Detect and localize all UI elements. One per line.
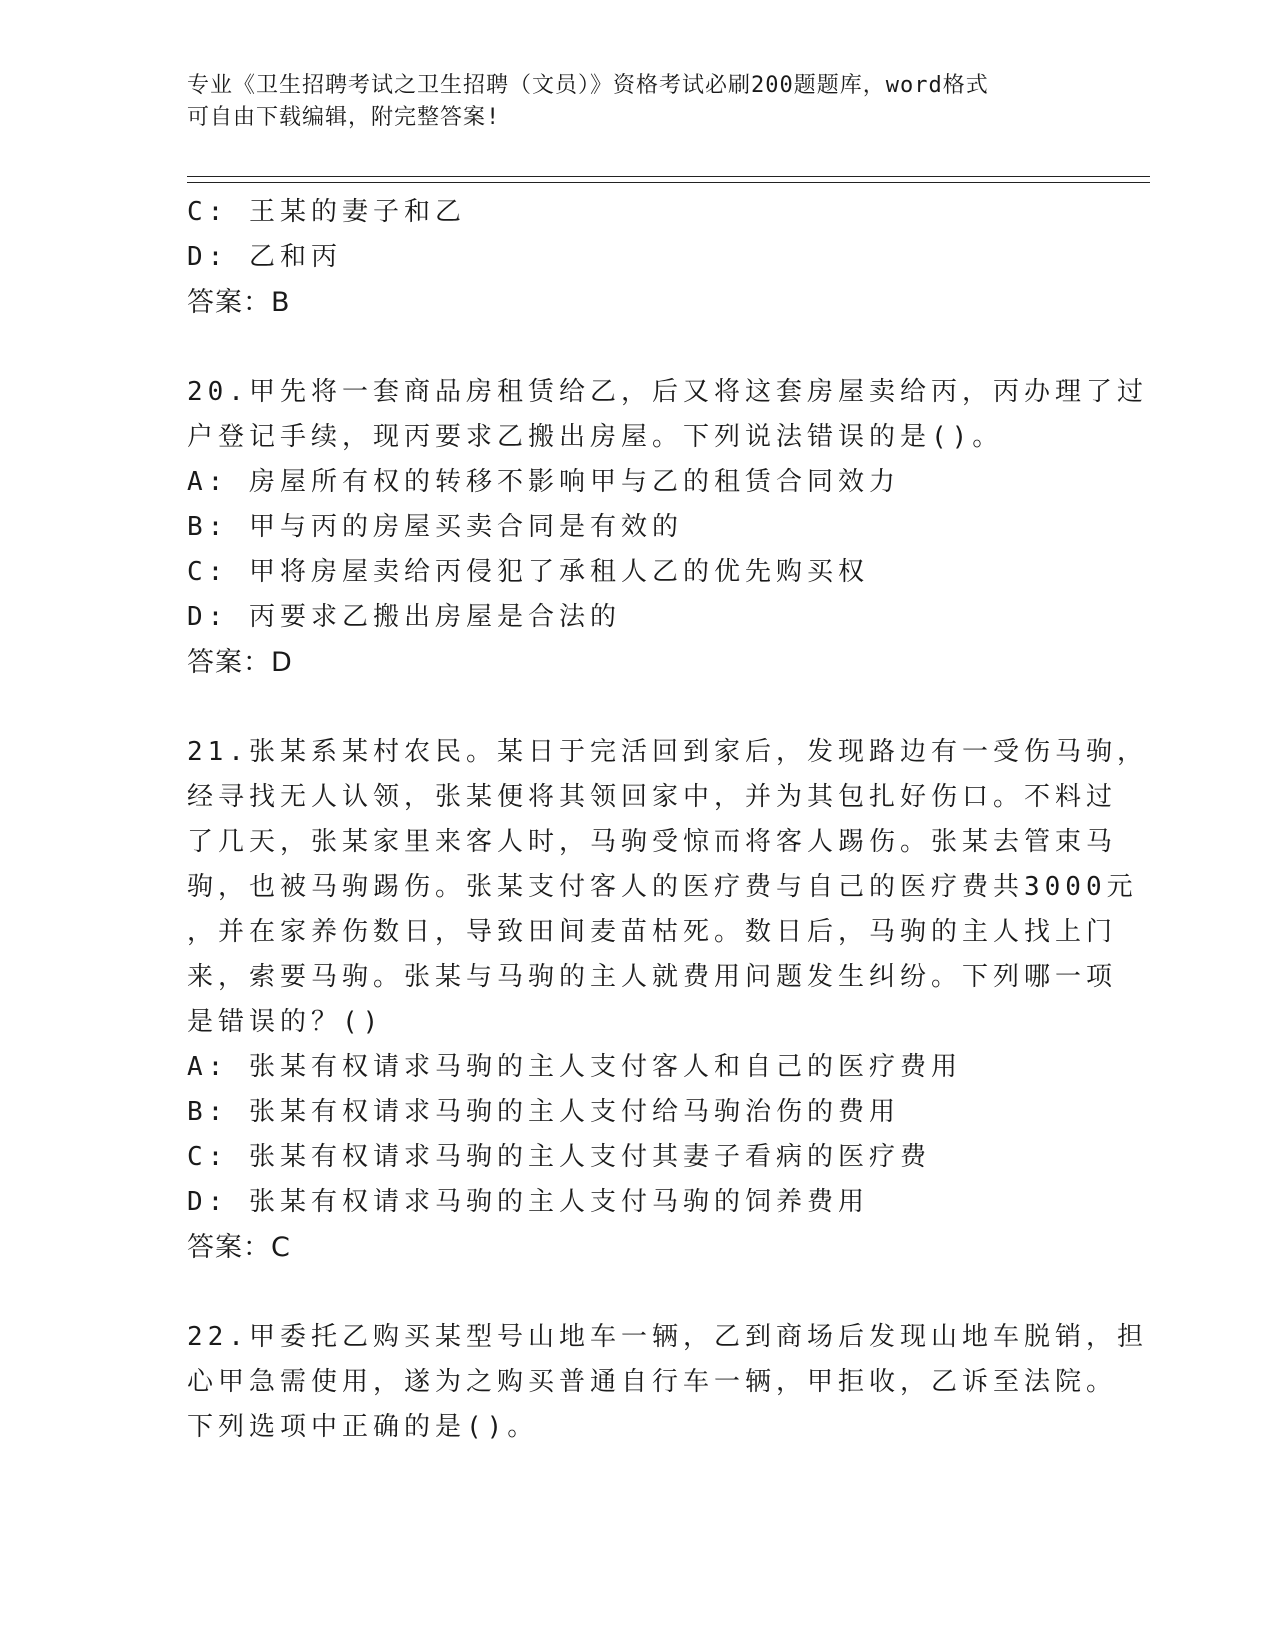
question-20 (187, 370, 1148, 685)
question-stem-line: 21.张某系某村农民。某日于完活回到家后，发现路边有一受伤马驹， (187, 737, 1148, 767)
question-21 (187, 730, 1148, 1270)
question-22 (187, 1315, 1148, 1450)
option-b: B: 张某有权请求马驹的主人支付给马驹治伤的费用 (187, 1097, 900, 1127)
document-header (187, 70, 1067, 134)
option-c: C: 甲将房屋卖给丙侵犯了承租人乙的优先购买权 (187, 557, 869, 587)
header-line-1: 专业《卫生招聘考试之卫生招聘（文员）》资格考试必刷200题题库，word格式 (187, 73, 989, 98)
answer: 答案：D (187, 647, 293, 678)
option-d: D: 丙要求乙搬出房屋是合法的 (187, 602, 621, 632)
answer: 答案：C (187, 1232, 291, 1263)
option-c: C: 王某的妻子和乙 (187, 197, 466, 227)
question-stem-line: 经寻找无人认领，张某便将其领回家中，并为其包扎好伤口。不料过 (187, 782, 1118, 812)
question-stem-line: 是错误的？() (187, 1007, 384, 1037)
question-content (187, 190, 1148, 1450)
option-a: A: 张某有权请求马驹的主人支付客人和自己的医疗费用 (187, 1052, 962, 1082)
option-a: A: 房屋所有权的转移不影响甲与乙的租赁合同效力 (187, 467, 900, 497)
option-b: B: 甲与丙的房屋买卖合同是有效的 (187, 512, 683, 542)
question-stem-line: 驹，也被马驹踢伤。张某支付客人的医疗费与自己的医疗费共3000元 (187, 872, 1138, 902)
header-divider-top (187, 176, 1150, 177)
question-stem-line: 了几天，张某家里来客人时，马驹受惊而将客人踢伤。张某去管束马 (187, 827, 1118, 857)
question-stem-line: 来，索要马驹。张某与马驹的主人就费用问题发生纠纷。下列哪一项 (187, 962, 1118, 992)
option-c: C: 张某有权请求马驹的主人支付其妻子看病的医疗费 (187, 1142, 931, 1172)
question-stem-line: ，并在家养伤数日，导致田间麦苗枯死。数日后，马驹的主人找上门 (187, 917, 1118, 947)
question-stem-line: 下列选项中正确的是()。 (187, 1412, 539, 1442)
question-stem-line: 心甲急需使用，遂为之购买普通自行车一辆，甲拒收，乙诉至法院。 (187, 1367, 1118, 1397)
question-stem-line: 22.甲委托乙购买某型号山地车一辆，乙到商场后发现山地车脱销，担 (187, 1322, 1148, 1352)
header-line-2: 可自由下载编辑，附完整答案! (187, 105, 501, 130)
question-stem-line: 户登记手续，现丙要求乙搬出房屋。下列说法错误的是()。 (187, 422, 1004, 452)
option-d: D: 张某有权请求马驹的主人支付马驹的饲养费用 (187, 1187, 869, 1217)
answer: 答案：B (187, 287, 291, 318)
question-19 (187, 190, 1087, 325)
question-stem-line: 20.甲先将一套商品房租赁给乙，后又将这套房屋卖给丙，丙办理了过 (187, 377, 1148, 407)
option-d: D: 乙和丙 (187, 242, 342, 272)
header-divider-bottom (187, 182, 1150, 183)
